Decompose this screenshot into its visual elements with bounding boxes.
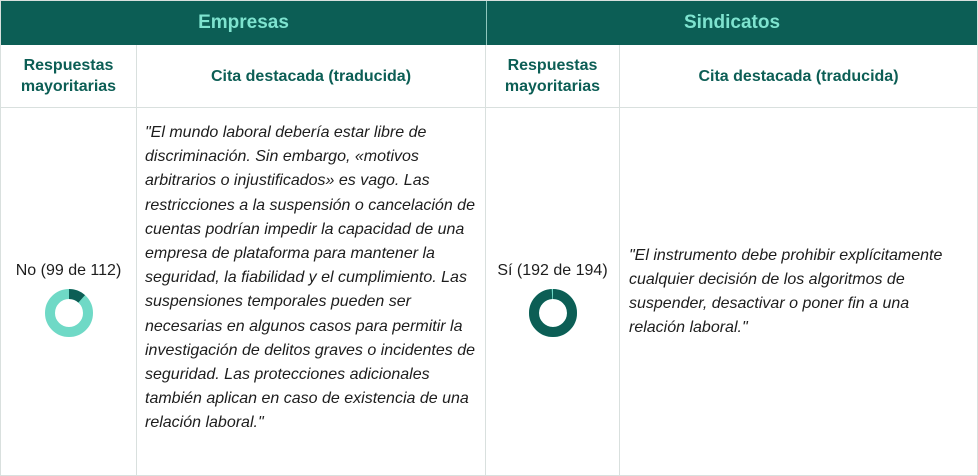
donut-slice-no	[50, 294, 88, 332]
col-header-label	[21, 55, 116, 97]
col-header-label	[505, 55, 600, 97]
col-header-line: Respuestas	[507, 57, 598, 74]
col-header-respuestas-sindicatos	[486, 45, 620, 108]
col-header-label: Cita destacada (traducida)	[210, 67, 412, 85]
group-title-sindicatos: Sindicatos	[683, 12, 781, 33]
donut-chart-sindicatos	[526, 286, 580, 340]
quote-empresas: "El mundo laboral debería estar libre de discriminación. Sin embargo, «motivos arbitrarios o injustificados» es vago. Las restricciones a la suspensión o cancelación de cuentas podrían impedir la capacidad de una empresa de plataforma para mantener la seguridad, la fiabilidad y el cumplimiento. Las suspensiones temporales pueden ser necesarias en algunos casos para permitir la investigación de delitos graves o incidentes de seguridad. Las protecciones adicionales también aplican en caso de existencia de una relación laboral."	[145, 124, 475, 432]
col-header-respuestas-empresas	[1, 45, 137, 108]
answer-sindicatos: Sí (192 de 194)	[497, 262, 608, 279]
donut-slice-yes	[534, 294, 572, 332]
answer-empresas: No (99 de 112)	[15, 262, 122, 279]
col-header-label: Cita destacada (traducida)	[698, 67, 899, 85]
answer-cell-sindicatos	[486, 108, 620, 476]
quote-cell-empresas	[137, 108, 486, 476]
answer-cell-empresas	[1, 108, 137, 476]
col-header-line: mayoritarias	[20, 78, 117, 95]
group-header-sindicatos	[487, 1, 977, 45]
quote-cell-sindicatos	[620, 108, 977, 476]
donut-chart-empresas	[42, 286, 96, 340]
quote-sindicatos: "El instrumento debe prohibir explícitamente cualquier decisión de los algoritmos de suspender, desactivar o poner fin a una relación laboral."	[629, 246, 943, 337]
col-header-line: Respuestas	[23, 57, 114, 74]
col-header-cita-sindicatos	[620, 45, 977, 108]
col-header-line: mayoritarias	[504, 78, 601, 95]
col-header-cita-empresas	[137, 45, 486, 108]
group-header-empresas	[1, 1, 486, 45]
group-title-empresas: Empresas	[198, 12, 289, 33]
